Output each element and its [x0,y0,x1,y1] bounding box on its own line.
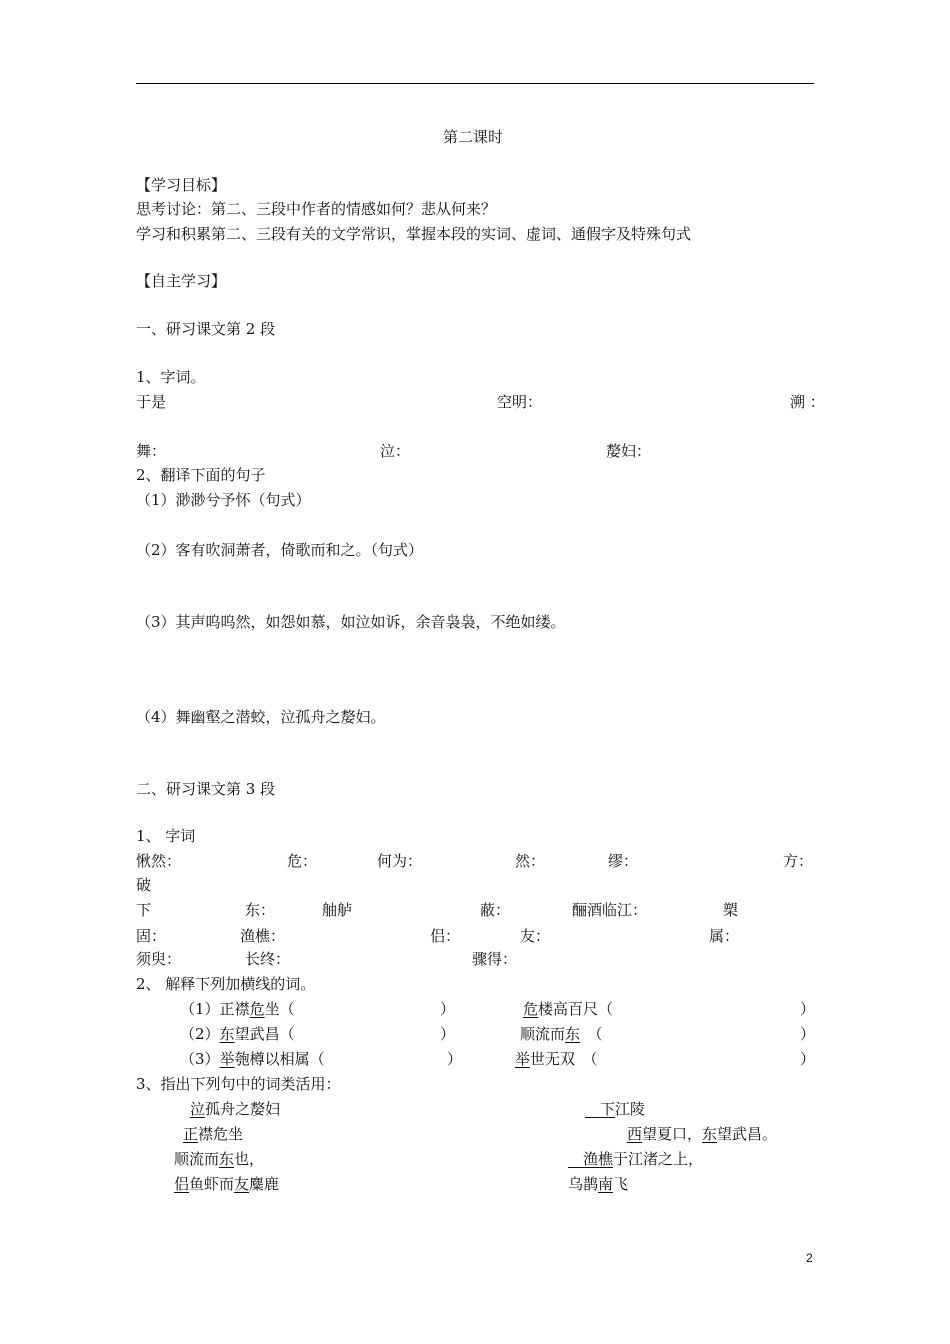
vocab-item: 然： [515,852,546,870]
vocab-item: 蔽： [480,901,511,919]
objective-line: 思考讨论：第二、三段中作者的情感如何？悲从何来？ [136,200,497,218]
vocab-item: 渔樵： [240,927,286,945]
bracket-close: ） [440,1025,456,1043]
section-heading: 一、研习课文第 2 段 [136,320,276,338]
vocab-item: 舞： [136,442,167,460]
vocab-item: 固： [136,927,167,945]
bracket-close: ） [800,1025,816,1043]
vocab-item: 酾酒临江： [572,901,648,919]
translate-sentence: （2）客有吹洞萧者，倚歌而和之。（句式） [136,541,424,559]
vocab-item: 侣： [430,927,461,945]
objectives-heading: 【学习目标】 [136,176,227,194]
bracket-close: ） [447,1050,463,1068]
underlined-word: 友 [234,1175,250,1193]
underlined-word: 下 [585,1100,616,1118]
vocab-title: 1、 字词 [136,827,196,845]
explain-item: （2）东望武昌（ [180,1025,295,1043]
bracket-close: ） [800,1050,816,1068]
underlined-word: 正 [183,1125,199,1143]
vocab-item: 愀然： [136,852,182,870]
activate-item: 泣孤舟之嫠妇 [190,1100,281,1118]
underlined-word: 举 [515,1050,531,1068]
activate-item: 下江陵 [585,1100,646,1118]
underlined-word: 西 [627,1125,643,1143]
vocab-item: 友： [520,927,551,945]
bracket-close: ） [440,1000,456,1018]
explain-item: 危楼高百尺（ [523,1000,614,1018]
underlined-word: 南 [598,1175,614,1193]
vocab-item: 缪： [608,852,639,870]
activate-item: 渔樵于江渚之上， [568,1150,704,1168]
translate-sentence: （4）舞幽壑之潜蛟，泣孤舟之嫠妇。 [136,708,386,726]
activate-item: 侣鱼虾而友麋鹿 [174,1175,280,1193]
translate-title: 2、翻译下面的句子 [136,466,266,484]
translate-sentence: （3）其声呜呜然，如怨如慕，如泣如诉，余音袅袅，不绝如缕。 [136,613,566,631]
vocab-item: 嫠妇： [606,442,652,460]
translate-sentence: （1）渺渺兮予怀（句式） [136,491,311,509]
activate-title: 3、指出下列句中的词类活用： [136,1075,341,1093]
underlined-word: 东 [219,1150,235,1168]
vocab-item: 溯 ： [790,393,825,411]
vocab-item: 下 [136,901,152,919]
underlined-word: 泣 [190,1100,206,1118]
underlined-word: 东 [565,1025,581,1043]
vocab-item: 须臾： [136,950,182,968]
underlined-word: 侣 [174,1175,190,1193]
vocab-item: 空明： [497,393,543,411]
vocab-item: 破 [136,876,152,894]
vocab-item: 于是 [136,393,167,411]
underlined-word: 举 [219,1050,235,1068]
vocab-item: 骤得： [472,950,518,968]
activate-item: 乌鹊南飞 [568,1175,629,1193]
vocab-item: 危： [287,852,318,870]
underlined-word: 东 [702,1125,718,1143]
explain-item: 举世无双 （ [515,1050,598,1068]
section-heading: 二、研习课文第 3 段 [136,780,276,798]
explain-item: 顺流而东 （ [520,1025,603,1043]
vocab-item: 何为： [377,852,423,870]
page-number: 2 [806,1251,813,1265]
page-title: 第二课时 [443,128,504,146]
bracket-close: ） [800,1000,816,1018]
vocab-title: 1、字词。 [136,368,206,386]
objective-line: 学习和积累第二、三段有关的文学常识，掌握本段的实词、虚词、通假字及特殊句式 [136,225,692,243]
activate-item: 正襟危坐 [183,1125,244,1143]
explain-title: 2、 解释下列加横线的词。 [136,975,316,993]
vocab-item: 泣： [380,442,411,460]
self-study-heading: 【自主学习】 [136,272,227,290]
vocab-item: 舳舻 [322,901,353,919]
header-rule [136,83,814,84]
activate-item: 西望夏口，东望武昌。 [627,1125,778,1143]
vocab-item: 槊 [723,901,739,919]
vocab-item: 东： [245,901,276,919]
underlined-word: 危 [523,1000,539,1018]
vocab-item: 长终： [245,950,291,968]
explain-item: （3）举匏樽以相属（ [180,1050,325,1068]
explain-item: （1）正襟危坐（ [180,1000,295,1018]
activate-item: 顺流而东也， [174,1150,265,1168]
underlined-word: 危 [249,1000,265,1018]
underlined-word: 东 [219,1025,235,1043]
underlined-word: 渔樵 [568,1150,614,1168]
vocab-item: 属： [709,927,740,945]
vocab-item: 方： [783,852,814,870]
